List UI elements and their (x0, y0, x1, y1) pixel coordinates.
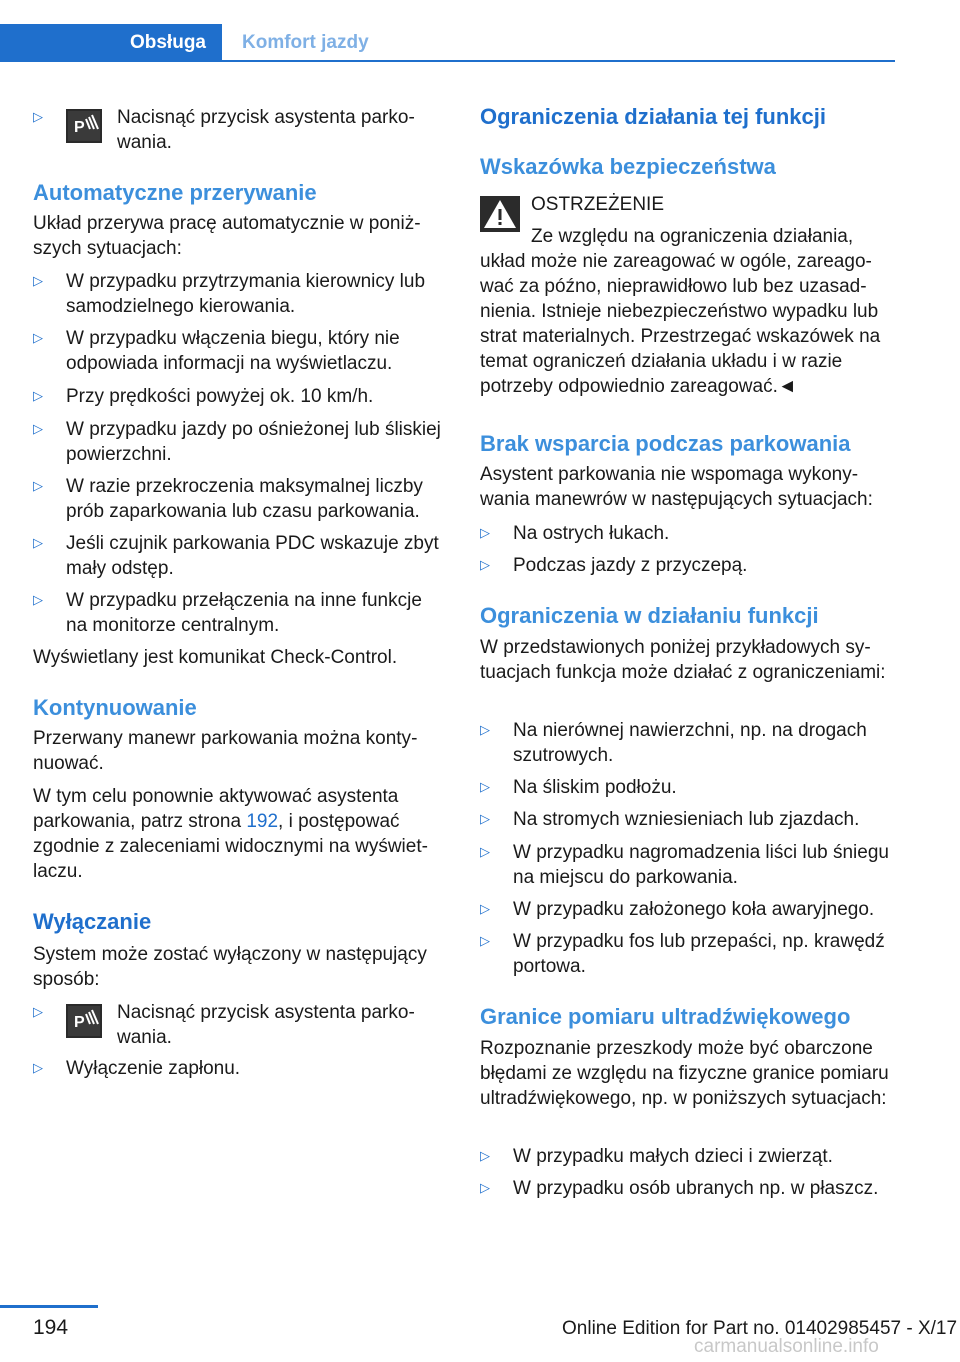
list-item-text: Jeśli czujnik parkowania PDC wskazuje zbyt mały odstęp. (66, 533, 439, 579)
heading-function-restrictions: Ograniczenia w działaniu funkcji (480, 603, 819, 628)
list-item-text: W przypadku jazdy po ośnieżonej lub śliskiej powierzchni. (66, 419, 441, 465)
list-item-text: W przypadku fos lub przepaści, np. krawędź portowa. (513, 931, 885, 977)
triangle-right-icon: ▷ (480, 779, 490, 794)
paragraph: Wyświetlany jest komunikat Check-Control. (33, 647, 398, 668)
triangle-right-icon: ▷ (480, 811, 490, 826)
footer-divider (0, 1305, 98, 1308)
list-item-text: Przy prędkości powyżej ok. 10 km/h. (66, 386, 374, 407)
paragraph: Układ przerywa pracę automatycznie w poniższych sytuacjach: (33, 213, 421, 259)
park-assist-button-icon (66, 109, 102, 143)
heading-safety-note: Wskazówka bezpieczeństwa (480, 154, 776, 179)
paragraph: System może zostać wyłączony w następujący sposób: (33, 944, 427, 990)
triangle-right-icon: ▷ (33, 388, 43, 403)
triangle-right-icon: ▷ (33, 535, 43, 550)
triangle-right-icon: ▷ (480, 933, 490, 948)
list-item-text: W przypadku założonego koła awaryjnego. (513, 899, 875, 920)
triangle-right-icon: ▷ (480, 557, 490, 572)
warning-text-first-line: Ze względu na ograniczenia działania, (531, 226, 854, 247)
paragraph: Przerwany manewr parkowania można kontynuować. (33, 728, 418, 774)
park-assist-button-icon (66, 1004, 102, 1038)
list-item-text: Nacisnąć przycisk asystenta parkowania. (117, 107, 415, 153)
triangle-right-icon: ▷ (33, 273, 43, 288)
triangle-right-icon: ▷ (480, 525, 490, 540)
triangle-right-icon: ▷ (480, 901, 490, 916)
list-item-text: W przypadku przytrzymania kierownicy lub samodzielnego kierowania. (66, 271, 426, 317)
chapter-tabs (0, 0, 895, 62)
heading-no-support: Brak wsparcia podczas parkowania (480, 431, 851, 456)
paragraph-text: , i postępować zgodnie z zaleceniami widocznymi na wyświetlaczu. (33, 811, 428, 882)
triangle-right-icon: ▷ (33, 421, 43, 436)
triangle-right-icon: ▷ (480, 722, 490, 737)
list-item-text: W przypadku włączenia biegu, który nie odpowiada informacji na wyświetlaczu. (66, 328, 400, 374)
page-link[interactable]: 192 (246, 811, 279, 832)
list-item-text: Na stromych wzniesieniach lub zjazdach. (513, 809, 860, 830)
edition-note: Online Edition for Part no. 01402985457 - X/17 (562, 1318, 958, 1339)
paragraph-text: W tym celu ponownie aktywować asystenta parkowania, patrz strona (33, 786, 399, 832)
heading-function-limits: Ograniczenia działania tej funkcji (480, 104, 826, 129)
triangle-right-icon: ▷ (33, 478, 43, 493)
triangle-right-icon: ▷ (480, 1180, 490, 1195)
svg-text:P: P (74, 1014, 85, 1031)
watermark: carmanualsonline.info (694, 1336, 879, 1357)
warning-text: układ może nie zareagować w ogóle, zareagować za późno, nieprawidłowo lub bez uzasadnienia. Istnieje niebezpieczeństwo wypadku lub strat materialnych. Przestrzegać wskazówek na temat ograniczeń działania układu i w razie potrzeby odpowiednio zareagować.◄ (480, 251, 881, 397)
list-item-text: W przypadku małych dzieci i zwierząt. (513, 1146, 833, 1167)
header-divider (0, 60, 895, 62)
triangle-right-icon: ▷ (33, 1060, 43, 1075)
paragraph: W przedstawionych poniżej przykładowych sytuacjach funkcja może działać z ograniczeniami: (480, 637, 886, 683)
triangle-right-icon: ▷ (480, 1148, 490, 1163)
list-item-text: W przypadku osób ubranych np. w płaszcz. (513, 1178, 879, 1199)
heading-turn-off: Wyłączanie (33, 909, 152, 934)
heading-ultrasonic-limits: Granice pomiaru ultradźwiękowego (480, 1004, 851, 1029)
list-item-text: W przypadku nagromadzenia liści lub śniegu na miejscu do parkowania. (513, 842, 889, 888)
list-item-text: Nacisnąć przycisk asystenta parkowania. (117, 1002, 415, 1048)
tab-obsluga[interactable]: Obsługa (0, 24, 222, 61)
list-item-text: W przypadku przełączenia na inne funkcje na monitorze centralnym. (66, 590, 422, 636)
triangle-right-icon: ▷ (480, 844, 490, 859)
warning-triangle-icon (480, 196, 520, 232)
paragraph: Rozpoznanie przeszkody może być obarczone błędami ze względu na fizyczne granice pomiaru ultradźwiękowego, np. w poniższych sytuacjach: (480, 1038, 889, 1109)
list-item-text: Na ostrych łukach. (513, 523, 670, 544)
triangle-right-icon: ▷ (33, 109, 43, 124)
svg-text:P: P (74, 119, 85, 136)
tab-komfort-jazdy[interactable]: Komfort jazdy (242, 31, 369, 53)
triangle-right-icon: ▷ (33, 1004, 43, 1019)
heading-automatic-interrupt: Automatyczne przerywanie (33, 180, 317, 205)
page-number: 194 (33, 1316, 69, 1339)
list-item-text: W razie przekroczenia maksymalnej liczby prób zaparkowania lub czasu parkowania. (66, 476, 423, 522)
paragraph-page-reference (33, 784, 448, 884)
triangle-right-icon: ▷ (33, 330, 43, 345)
list-item-text: Podczas jazdy z przyczepą. (513, 555, 748, 576)
paragraph: Asystent parkowania nie wspomaga wykonywania manewrów w następujących sytuacjach: (480, 464, 873, 510)
list-item-text: Wyłączenie zapłonu. (66, 1058, 241, 1079)
list-item-text: Na nierównej nawierzchni, np. na drogach szutrowych. (513, 720, 867, 766)
heading-continue: Kontynuowanie (33, 695, 197, 720)
list-item-text: Na śliskim podłożu. (513, 777, 677, 798)
warning-title: OSTRZEŻENIE (531, 194, 665, 215)
triangle-right-icon: ▷ (33, 592, 43, 607)
